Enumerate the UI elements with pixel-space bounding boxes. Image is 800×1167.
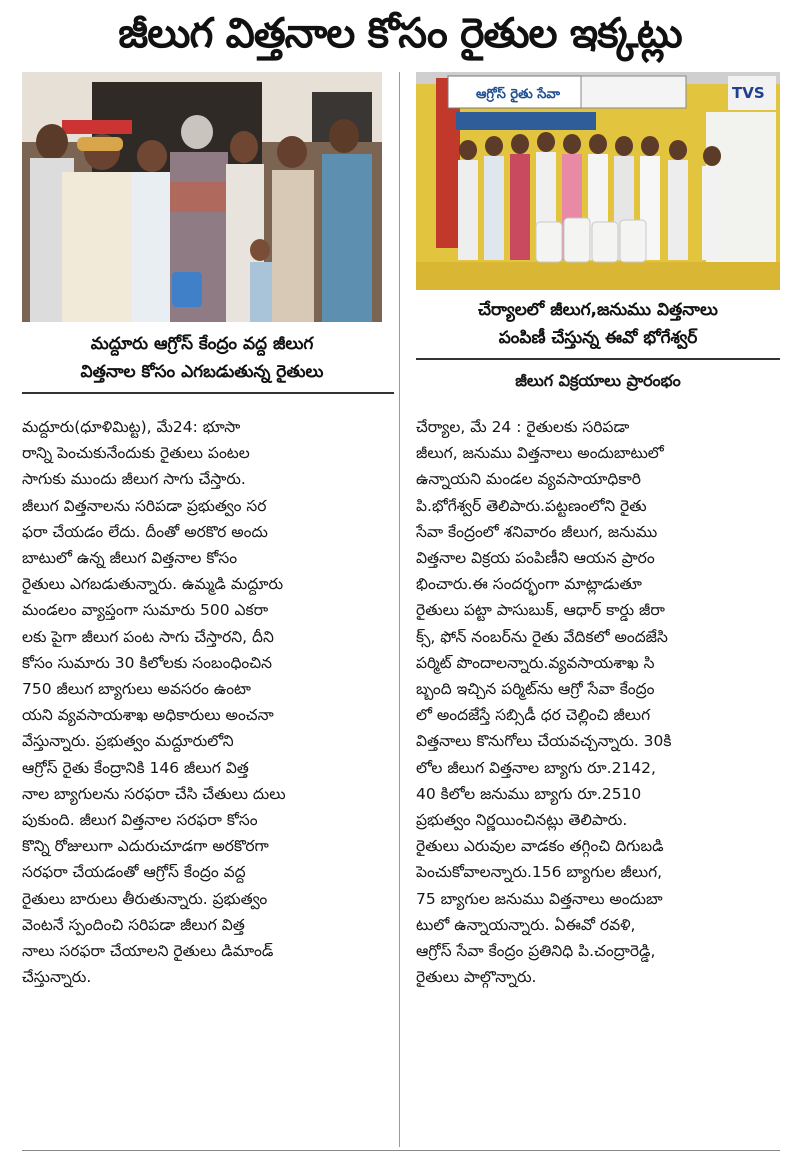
article-line: పర్మిట్ పొందాలన్నారు.వ్యవసాయశాఖ సి [416,653,655,672]
photo-seed-distribution-illustration [416,72,780,290]
article-line: కొన్ని రోజులుగా ఎదురుచూడగా అరకొరగా [22,837,269,856]
article-line: విత్తనాలు కొనుగోలు చేయవచ్చన్నారు. 30కి [416,732,672,751]
subheadline: జీలుగ విక్రయాలు ప్రారంభం [515,371,681,390]
article-line: విత్తనాల విక్రయ పంపిణీని ఆయన ప్రారం [416,549,655,568]
article-line: రైతులు బారులు తీరుతున్నారు. ప్రభుత్వం [22,889,268,908]
article-line: 75 బ్యాగుల జనుము విత్తనాలు అందుబా [416,889,663,908]
article-line: లోల జీలుగ విత్తనాల బ్యాగు రూ.2142, [416,758,656,777]
photo-farmers-crowd [22,72,382,322]
caption-right-rule [416,358,780,360]
bottom-rule [22,1150,780,1151]
article-line: యని వ్యవసాయశాఖ అధికారులు అంచనా [22,706,274,725]
article-line: జీలుగ, జనుము విత్తనాలు అందుబాటులో [416,444,664,463]
caption-right-line: చేర్యాలలో జీలుగ,జనుము విత్తనాలు [478,300,718,320]
article-line: ఆగ్రోస్ రైతు కేంద్రానికి 146 జీలుగ విత్త [22,758,249,777]
article-line: ఫరా చేయడం లేదు. దీంతో అరకొర అందు [22,522,268,541]
article-line: జీలుగ విత్తనాలను సరిపడా ప్రభుత్వం సర [22,496,267,515]
article-line: పెంచుకోవాలన్నారు.156 బ్యాగుల జీలుగ, [416,863,663,882]
caption-right [416,296,780,352]
caption-left-line: విత్తనాల కోసం ఎగబడుతున్న రైతులు [80,362,324,382]
article-line: బాటులో ఉన్న జీలుగ విత్తనాల కోసం [22,549,238,568]
article-line: టులో ఉన్నాయన్నారు. ఏఈవో రవళి, [416,915,636,934]
article-line: పుకుంది. జీలుగ విత్తనాల సరఫరా కోసం [22,811,258,830]
article-line: మండలం వ్యాప్తంగా సుమారు 500 ఎకరా [22,601,269,620]
article-line: భించారు.ఈ సందర్భంగా మాట్లాడుతూ [416,575,642,594]
article-line: పి.భోగేశ్వర్ తెలిపారు.పట్టణంలోని రైతు [416,496,647,515]
article-line: సరఫరా చేయడంతో ఆగ్రోస్ కేంద్రం వద్ద [22,863,246,882]
article-line: రైతులు ఎగబడుతున్నారు. ఉమ్మడి మద్దూరు [22,575,284,594]
caption-left-line: మద్దూరు ఆగ్రోస్ కేంద్రం వద్ద జీలుగ [90,334,314,354]
column-divider [399,72,400,1147]
photo-farmers-crowd-illustration [22,72,382,322]
article-line: నాలు సరఫరా చేయాలని రైతులు డిమాండ్ [22,942,274,961]
article-line: నాల బ్యాగులను సరఫరా చేసి చేతులు దులు [22,784,286,803]
caption-left-rule [22,392,394,394]
article-line: క్స్, ఫోన్ నంబర్‌ను రైతు వేదికలో అందజేసి [416,627,668,646]
left-article [22,414,394,990]
article-line: బ్బంది ఇచ్చిన పర్మిట్‌ను ఆగ్రో సేవా కేంద్రం [416,680,655,699]
article-line: వెంటనే స్పందించి సరిపడా జీలుగ విత్త [22,915,245,934]
article-line: చేర్యాల, మే 24 : రైతులకు సరిపడా [416,418,630,436]
tvs-sign: TVS [732,84,765,102]
right-article [416,414,784,990]
article-line: ఉన్నాయని మండల వ్యవసాయాధికారి [416,470,641,489]
caption-left [22,330,382,386]
article-line: ఆగ్రోస్ సేవా కేంద్రం ప్రతినిధి పి.చంద్రారెడ్డి, [416,942,656,961]
article-line: మద్దూరు(ధూళిమిట్ట), మే24: భూసా [22,418,241,436]
article-line: రాన్ని పెంచుకునేందుకు రైతులు పంటల [22,444,250,463]
sign-text: ఆగ్రోస్ రైతు సేవా [476,87,560,102]
article-line: కోసం సుమారు 30 కిలోలకు సంబంధించిన [22,653,273,672]
caption-right-line: పంపిణీ చేస్తున్న ఈవో భోగేశ్వర్ [498,328,698,348]
article-line: రైతులు పట్టా పాసుబుక్, ఆధార్ కార్డు జీరా [416,601,665,620]
article-line: సాగుకు ముందు జీలుగ సాగు చేస్తారు. [22,470,246,489]
article-line: 40 కిలోల జనుము బ్యాగు రూ.2510 [416,784,642,803]
article-line: ప్రభుత్వం నిర్ణయించినట్లు తెలిపారు. [416,811,628,830]
article-line: 750 జీలుగ బ్యాగులు అవసరం ఉంటా [22,680,252,699]
headline: జీలుగ విత్తనాల కోసం రైతుల ఇక్కట్లు [118,9,682,57]
article-line: రైతులు ఎరువుల వాడకం తగ్గించి దిగుబడి [416,837,664,856]
article-line: లో అందజేస్తే సబ్సిడీ ధర చెల్లించి జీలుగ [416,706,651,725]
article-line: లకు పైగా జీలుగ పంట సాగు చేస్తారని, దీని [22,627,274,646]
article-line: సేవా కేంద్రంలో శనివారం జీలుగ, జనుము [416,522,658,541]
article-line: వేస్తున్నారు. ప్రభుత్వం మద్దూరులోని [22,732,234,751]
photo-seed-distribution [416,72,780,290]
article-line: రైతులు పాల్గొన్నారు. [416,968,537,987]
article-line: చేస్తున్నారు. [22,968,92,987]
